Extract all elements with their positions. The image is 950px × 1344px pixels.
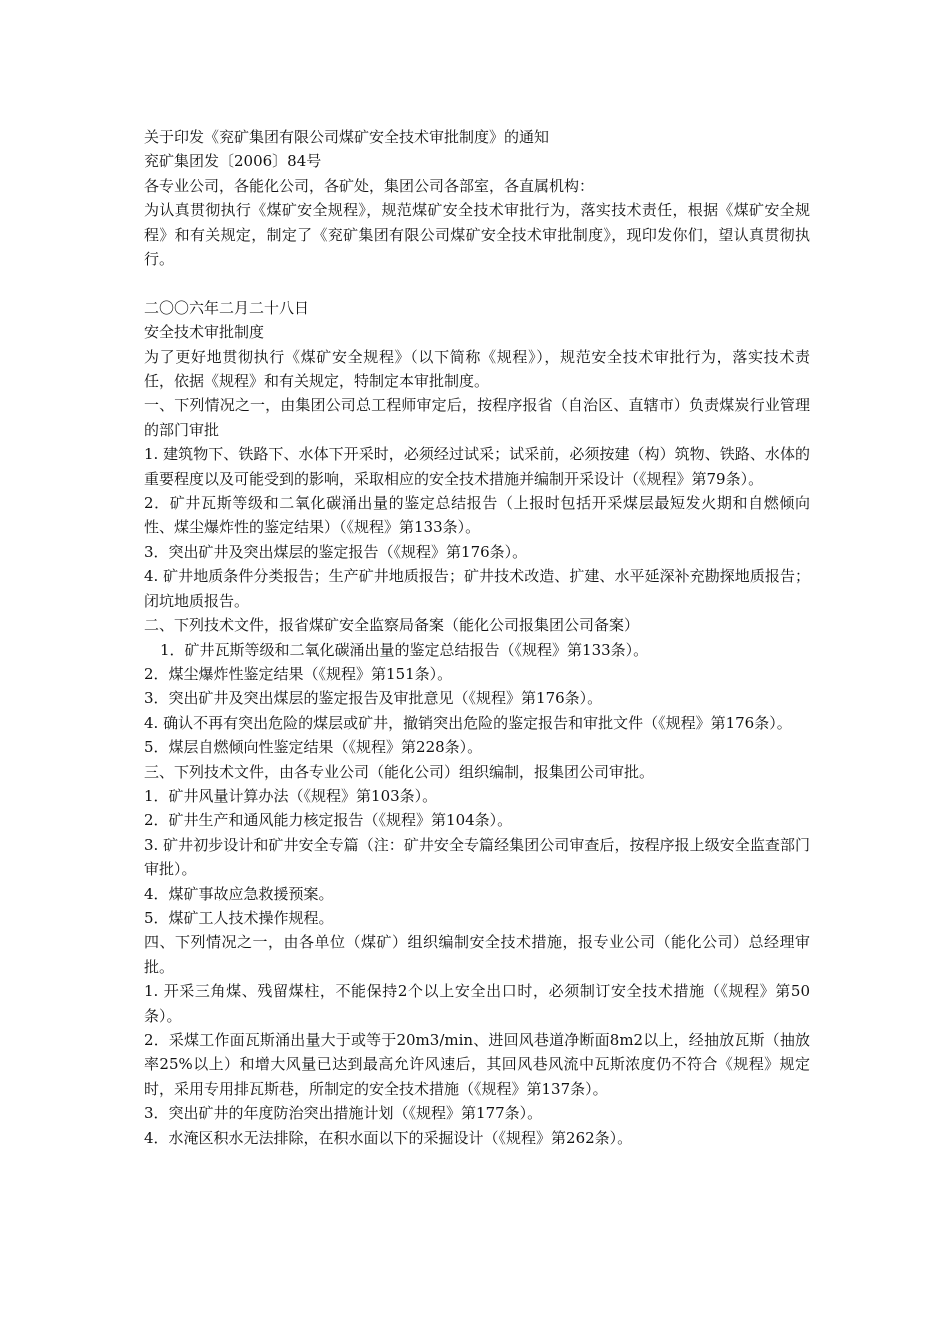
document-number: 兖矿集团发〔2006〕84号	[144, 152, 322, 171]
section-4-item-3: 3．突出矿井的年度防治突出措施计划（《规程》第177条）。	[144, 1104, 543, 1123]
section-2-item-1: 1．矿井瓦斯等级和二氧化碳涌出量的鉴定总结报告（《规程》第133条）。	[160, 640, 649, 659]
notice-body-paragraph: 为认真贯彻执行《煤矿安全规程》，规范煤矿安全技术审批行为，落实技术责任，根据《煤矿安全规程》和有关规定，制定了《兖矿集团有限公司煤矿安全技术审批制度》，现印发你们，望认真贯彻执行。	[144, 201, 810, 269]
regulation-preamble: 为了更好地贯彻执行《煤矿安全规程》（以下简称《规程》），规范安全技术审批行为，落实技术责任，依据《规程》和有关规定，特制定本审批制度。	[144, 347, 810, 391]
section-2-item-2: 2．煤尘爆炸性鉴定结果（《规程》第151条）。	[144, 664, 453, 683]
section-1-item-1: 1. 建筑物下、铁路下、水体下开采时，必须经过试采；试采前，必须按建（构）筑物、铁路、水体的重要程度以及可能受到的影响，采取相应的安全技术措施并编制开采设计（《规程》第79条）。	[144, 445, 810, 488]
section-1-item-2: 2．矿井瓦斯等级和二氧化碳涌出量的鉴定总结报告（上报时包括开采煤层最短发火期和自燃倾向性、煤尘爆炸性的鉴定结果）（《规程》第133条）。	[144, 494, 810, 537]
section-3-item-4: 4．煤矿事故应急救援预案。	[144, 884, 334, 903]
section-heading-4: 四、下列情况之一，由各单位（煤矿）组织编制安全技术措施，报专业公司（能化公司）总经理审批。	[144, 933, 810, 976]
issue-date: 二〇〇六年二月二十八日	[144, 298, 310, 317]
section-2-item-3: 3．突出矿井及突出煤层的鉴定报告及审批意见（《规程》第176条）。	[144, 689, 603, 708]
regulation-title: 安全技术审批制度	[144, 323, 265, 342]
notice-title: 关于印发《兖矿集团有限公司煤矿安全技术审批制度》的通知	[144, 128, 550, 146]
document-body	[144, 125, 810, 1150]
section-heading-2: 二、下列技术文件，报省煤矿安全监察局备案（能化公司报集团公司备案）	[144, 616, 640, 635]
section-1-item-4: 4. 矿井地质条件分类报告；生产矿井地质报告；矿井技术改造、扩建、水平延深补充勘探地质报告；闭坑地质报告。	[144, 567, 810, 610]
section-2-item-5: 5．煤层自燃倾向性鉴定结果（《规程》第228条）。	[144, 738, 483, 757]
section-3-item-3: 3. 矿井初步设计和矿井安全专篇（注：矿井安全专篇经集团公司审查后，按程序报上级安全监查部门审批）。	[144, 835, 810, 879]
section-1-item-3: 3．突出矿井及突出煤层的鉴定报告（《规程》第176条）。	[144, 542, 528, 561]
section-4-item-4: 4．水淹区积水无法排除，在积水面以下的采掘设计（《规程》第262条）。	[144, 1128, 633, 1147]
section-heading-3: 三、下列技术文件，由各专业公司（能化公司）组织编制，报集团公司审批。	[144, 762, 655, 781]
section-3-item-5: 5．煤矿工人技术操作规程。	[144, 908, 334, 927]
section-4-item-1: 1. 开采三角煤、残留煤柱，不能保持2个以上安全出口时，必须制订安全技术措施（《规程》第50条）。	[144, 982, 810, 1025]
recipients-line: 各专业公司，各能化公司，各矿处，集团公司各部室，各直属机构：	[144, 176, 595, 195]
section-heading-1: 一、下列情况之一，由集团公司总工程师审定后，按程序报省（自治区、直辖市）负责煤炭行业管理的部门审批	[144, 396, 810, 439]
section-4-item-2: 2．采煤工作面瓦斯涌出量大于或等于20m3/min、进回风巷道净断面8m2以上，经抽放瓦斯（抽放率25%以上）和增大风量已达到最高允许风速后，其回风巷风流中瓦斯浓度仍不符合《规程》规定时，采用专用排瓦斯巷，所制定的安全技术措施（《规程》第137条）。	[144, 1031, 810, 1098]
section-3-item-2: 2．矿井生产和通风能力核定报告（《规程》第104条）。	[144, 811, 513, 830]
blank-line	[144, 271, 810, 295]
section-3-item-1: 1．矿井风量计算办法（《规程》第103条）。	[144, 786, 438, 805]
section-2-item-4: 4. 确认不再有突出危险的煤层或矿井，撤销突出危险的鉴定报告和审批文件（《规程》第176条）。	[144, 713, 792, 732]
